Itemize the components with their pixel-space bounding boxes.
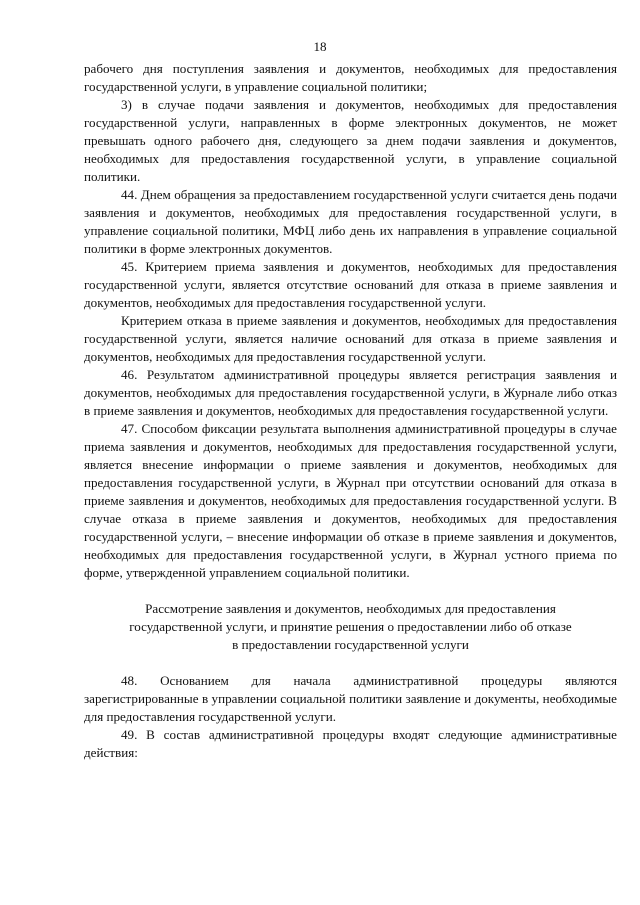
section-heading-line-3: в предоставлении государственной услуги [232, 637, 469, 652]
document-body [84, 60, 617, 762]
paragraph-44: 44. Днем обращения за предоставлением государственной услуги считается день подачи заявления и документов, необходимых для предоставления государственной услуги, в управление социальной политики, МФЦ либо день их направления в управление социальной политики в форме электронных документов. [84, 187, 617, 256]
section-heading-line-1: Рассмотрение заявления и документов, необходимых для предоставления [145, 601, 556, 616]
paragraph-item-3: 3) в случае подачи заявления и документов, необходимых для предоставления государственной услуги, направленных в форме электронных документов, не может превышать одного рабочего дня, следующего за днем подачи заявления и документов, необходимых для предоставления государственной услуги, в управление социальной политики. [84, 97, 617, 184]
section-heading [84, 600, 617, 654]
paragraph-refusal-criterion: Критерием отказа в приеме заявления и документов, необходимых для предоставления государственной услуги, является наличие оснований для отказа в приеме заявления и документов, необходимых для предоставления государственной услуги. [84, 313, 617, 364]
paragraph-continuation: рабочего дня поступления заявления и документов, необходимых для предоставления государственной услуги, в управление социальной политики; [84, 61, 617, 94]
paragraph-49: 49. В состав административной процедуры входят следующие административные действия: [84, 727, 617, 760]
section-heading-line-2: государственной услуги, и принятие решения о предоставлении либо об отказе [129, 619, 572, 634]
paragraph-47: 47. Способом фиксации результата выполнения административной процедуры в случае приема заявления и документов, необходимых для предоставления государственной услуги, является внесение информации о приеме заявления и документов, необходимых для предоставления государственной услуги, в Журнал при отсутствии оснований для отказа в приеме заявления и документов, необходимых для предоставления государственной услуги. В случае отказа в приеме заявления и документов, необходимых для предоставления государственной услуги, – внесение информации об отказе в приеме заявления и документов, необходимых для предоставления государственной услуги, в Журнал устного приема по форме, утвержденной управлением социальной политики. [84, 421, 617, 580]
spacer [84, 654, 617, 672]
page-number: 18 [313, 39, 327, 54]
spacer [84, 582, 617, 600]
paragraph-48: 48. Основанием для начала административной процедуры являются зарегистрированные в управлении социальной политики заявление и документы, необходимые для предоставления государственной услуги. [84, 673, 617, 724]
paragraph-46: 46. Результатом административной процедуры является регистрация заявления и документов, необходимых для предоставления государственной услуги, в Журнале либо отказ в приеме заявления и документов, необходимых для предоставления государственной услуги. [84, 367, 617, 418]
paragraph-45: 45. Критерием приема заявления и документов, необходимых для предоставления государственной услуги, является отсутствие оснований для отказа в приеме заявления и документов, необходимых для предоставления государственной услуги. [84, 259, 617, 310]
